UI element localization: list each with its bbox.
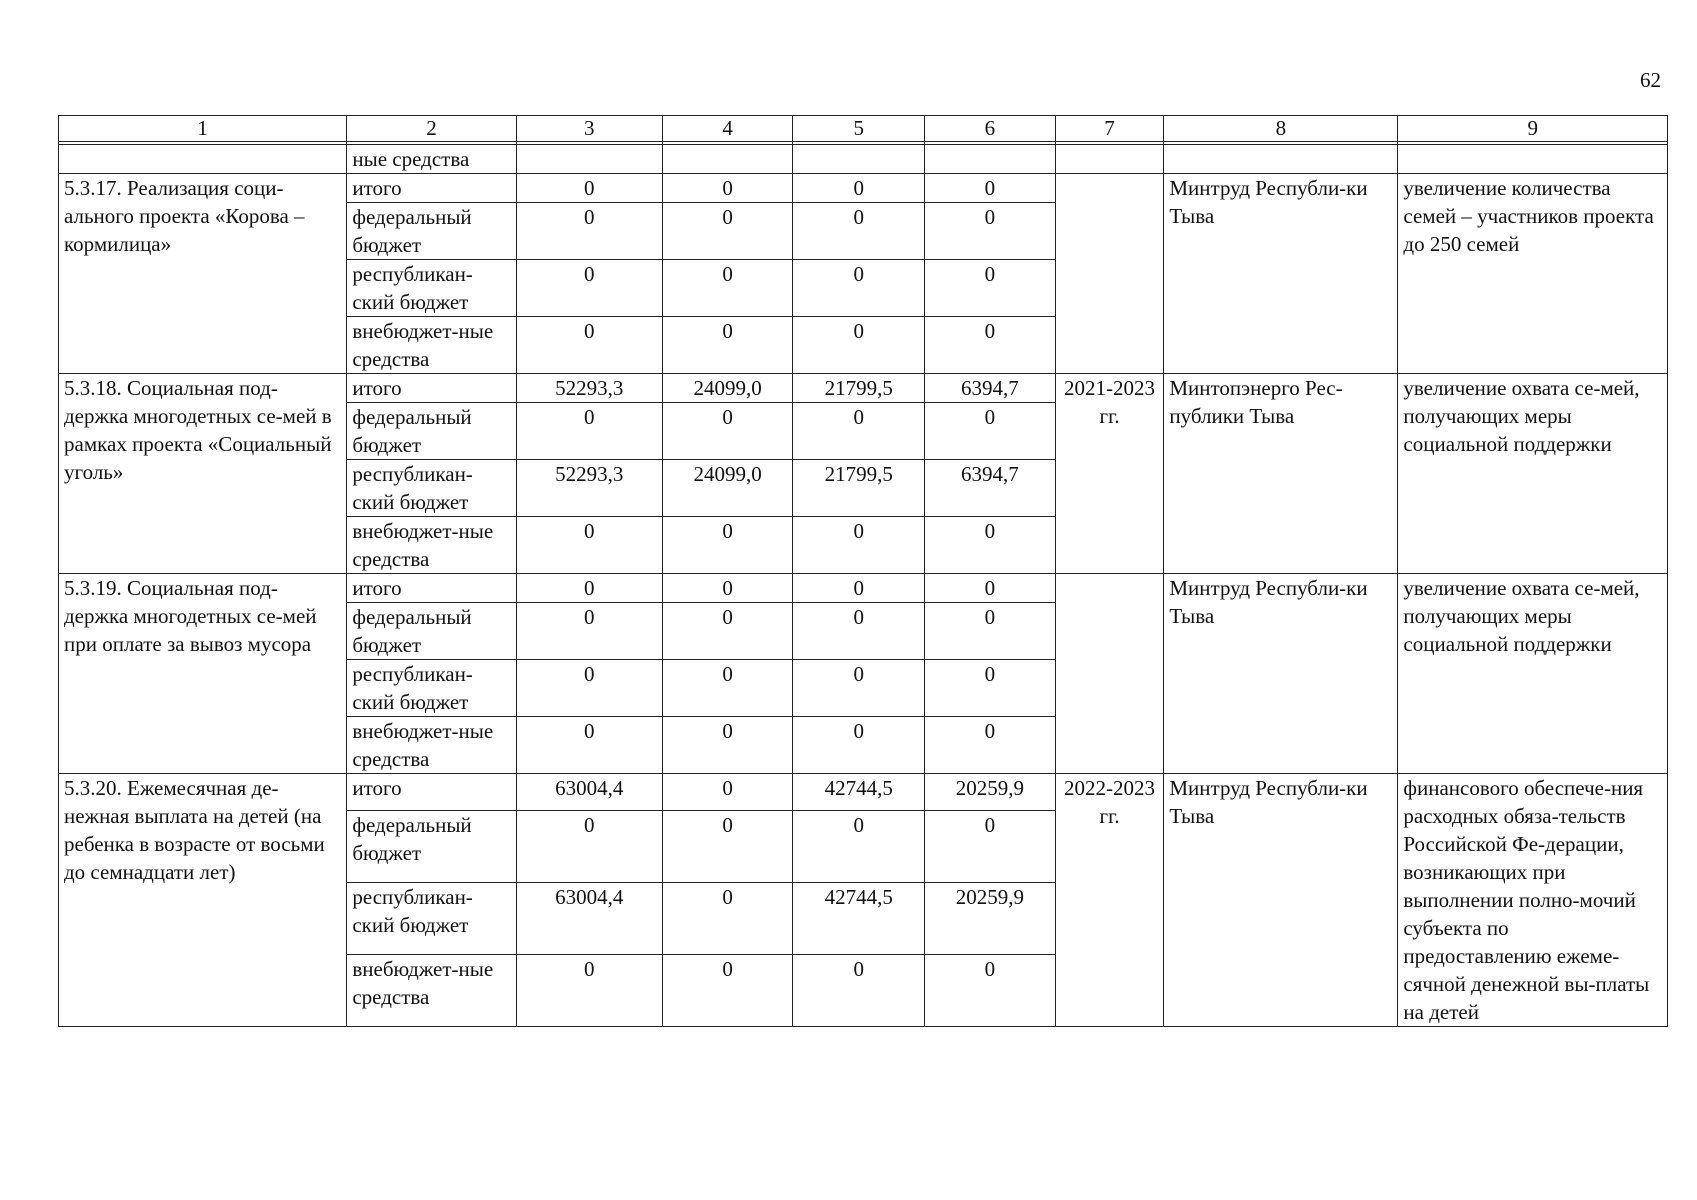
amount-cell: 0: [793, 517, 925, 574]
result-cell: увеличение охвата се-мей, получающих меры социальной поддержки: [1398, 374, 1668, 574]
amount-cell: 0: [925, 574, 1056, 603]
header-cell: 4: [662, 116, 793, 142]
amount-cell: 52293,3: [516, 460, 662, 517]
amount-cell: 0: [516, 603, 662, 660]
funding-source: итого: [347, 574, 516, 603]
amount-cell: 0: [516, 810, 662, 882]
amount-cell: 0: [793, 954, 925, 1026]
funding-source: итого: [347, 374, 516, 403]
amount-cell: 0: [516, 260, 662, 317]
funding-source: итого: [347, 174, 516, 203]
amount-cell: 0: [925, 174, 1056, 203]
executor-cell: Минтопэнерго Рес-публики Тыва: [1164, 374, 1398, 574]
amount-cell: 0: [925, 403, 1056, 460]
amount-cell: 0: [793, 603, 925, 660]
amount-cell: 6394,7: [925, 460, 1056, 517]
amount-cell: 0: [662, 203, 793, 260]
amount-cell: 0: [793, 403, 925, 460]
amount-cell: 0: [925, 603, 1056, 660]
program-table: [58, 115, 1668, 1027]
amount-cell: 42744,5: [793, 774, 925, 811]
amount-cell: 0: [662, 954, 793, 1026]
funding-source: республикан-ский бюджет: [347, 882, 516, 954]
amount-cell: 0: [662, 660, 793, 717]
amount-cell: 0: [925, 954, 1056, 1026]
amount-cell: 0: [925, 660, 1056, 717]
table-row: [59, 374, 1668, 403]
table-row: [59, 774, 1668, 811]
amount-cell: 0: [925, 203, 1056, 260]
amount-cell: 0: [516, 574, 662, 603]
amount-cell: 0: [793, 717, 925, 774]
amount-cell: 0: [662, 517, 793, 574]
measure-name: 5.3.19. Социальная под-держка многодетных се-мей при оплате за вывоз мусора: [59, 574, 347, 774]
header-cell: 1: [59, 116, 347, 142]
executor-cell: Минтруд Республи-ки Тыва: [1164, 174, 1398, 374]
amount-cell: 0: [662, 574, 793, 603]
amount-cell: 20259,9: [925, 774, 1056, 811]
period-cell: [1055, 574, 1164, 774]
executor-cell: Минтруд Республи-ки Тыва: [1164, 574, 1398, 774]
amount-cell: 6394,7: [925, 374, 1056, 403]
funding-source: республикан-ский бюджет: [347, 660, 516, 717]
amount-cell: 0: [662, 810, 793, 882]
amount-cell: 0: [516, 174, 662, 203]
table-row: [59, 574, 1668, 603]
amount-cell: 0: [662, 603, 793, 660]
amount-cell: 0: [925, 260, 1056, 317]
amount-cell: 0: [516, 517, 662, 574]
amount-cell: 0: [925, 717, 1056, 774]
funding-source: внебюджет-ные средства: [347, 954, 516, 1026]
header-cell: 8: [1164, 116, 1398, 142]
funding-source: федеральный бюджет: [347, 810, 516, 882]
funding-source: федеральный бюджет: [347, 403, 516, 460]
amount-cell: 0: [516, 317, 662, 374]
funding-source: ные средства: [347, 145, 516, 174]
header-cell: 2: [347, 116, 516, 142]
funding-source: внебюджет-ные средства: [347, 517, 516, 574]
amount-cell: 0: [516, 717, 662, 774]
amount-cell: 52293,3: [516, 374, 662, 403]
amount-cell: 24099,0: [662, 460, 793, 517]
result-cell: финансового обеспече-ния расходных обяза-тельств Российской Фе-дерации, возникающих при выполнении полно-мочий субъекта по предоставлению ежеме-сячной денежной вы-платы на детей: [1398, 774, 1668, 1027]
period-cell: [1055, 174, 1164, 374]
amount-cell: 21799,5: [793, 374, 925, 403]
amount-cell: 0: [793, 174, 925, 203]
result-cell: увеличение количества семей – участников проекта до 250 семей: [1398, 174, 1668, 374]
measure-name: 5.3.17. Реализация соци-ального проекта «Корова – кормилица»: [59, 174, 347, 374]
amount-cell: 0: [516, 403, 662, 460]
funding-source: республикан-ский бюджет: [347, 460, 516, 517]
amount-cell: 21799,5: [793, 460, 925, 517]
amount-cell: 0: [662, 174, 793, 203]
amount-cell: 42744,5: [793, 882, 925, 954]
column-number-header: [59, 116, 1668, 142]
amount-cell: 0: [793, 810, 925, 882]
amount-cell: 0: [516, 954, 662, 1026]
amount-cell: 0: [662, 403, 793, 460]
amount-cell: 0: [925, 810, 1056, 882]
amount-cell: 63004,4: [516, 774, 662, 811]
funding-source: внебюджет-ные средства: [347, 317, 516, 374]
funding-source: внебюджет-ные средства: [347, 717, 516, 774]
amount-cell: 0: [925, 317, 1056, 374]
result-cell: увеличение охвата се-мей, получающих меры социальной поддержки: [1398, 574, 1668, 774]
amount-cell: 0: [662, 317, 793, 374]
continuation-row: [59, 145, 1668, 174]
period-cell: 2022-2023 гг.: [1055, 774, 1164, 1027]
amount-cell: 0: [925, 517, 1056, 574]
amount-cell: 0: [793, 574, 925, 603]
amount-cell: 0: [793, 203, 925, 260]
amount-cell: 63004,4: [516, 882, 662, 954]
amount-cell: 0: [662, 717, 793, 774]
amount-cell: 0: [793, 660, 925, 717]
amount-cell: 0: [516, 660, 662, 717]
amount-cell: 0: [793, 260, 925, 317]
measure-name: 5.3.18. Социальная под-держка многодетных се-мей в рамках проекта «Социальный уголь»: [59, 374, 347, 574]
header-cell: 7: [1055, 116, 1164, 142]
amount-cell: 0: [793, 317, 925, 374]
period-cell: 2021-2023 гг.: [1055, 374, 1164, 574]
amount-cell: 0: [662, 260, 793, 317]
header-cell: 6: [925, 116, 1056, 142]
funding-source: итого: [347, 774, 516, 811]
amount-cell: 0: [662, 774, 793, 811]
executor-cell: Минтруд Республи-ки Тыва: [1164, 774, 1398, 1027]
table-row: [59, 174, 1668, 203]
amount-cell: 24099,0: [662, 374, 793, 403]
page-number: 62: [1640, 68, 1661, 92]
amount-cell: 20259,9: [925, 882, 1056, 954]
funding-source: республикан-ский бюджет: [347, 260, 516, 317]
header-cell: 3: [516, 116, 662, 142]
amount-cell: 0: [662, 882, 793, 954]
funding-source: федеральный бюджет: [347, 203, 516, 260]
measure-name: 5.3.20. Ежемесячная де-нежная выплата на детей (на ребенка в возрасте от восьми до семнадцати лет): [59, 774, 347, 1027]
header-cell: 9: [1398, 116, 1668, 142]
funding-source: федеральный бюджет: [347, 603, 516, 660]
amount-cell: 0: [516, 203, 662, 260]
header-cell: 5: [793, 116, 925, 142]
